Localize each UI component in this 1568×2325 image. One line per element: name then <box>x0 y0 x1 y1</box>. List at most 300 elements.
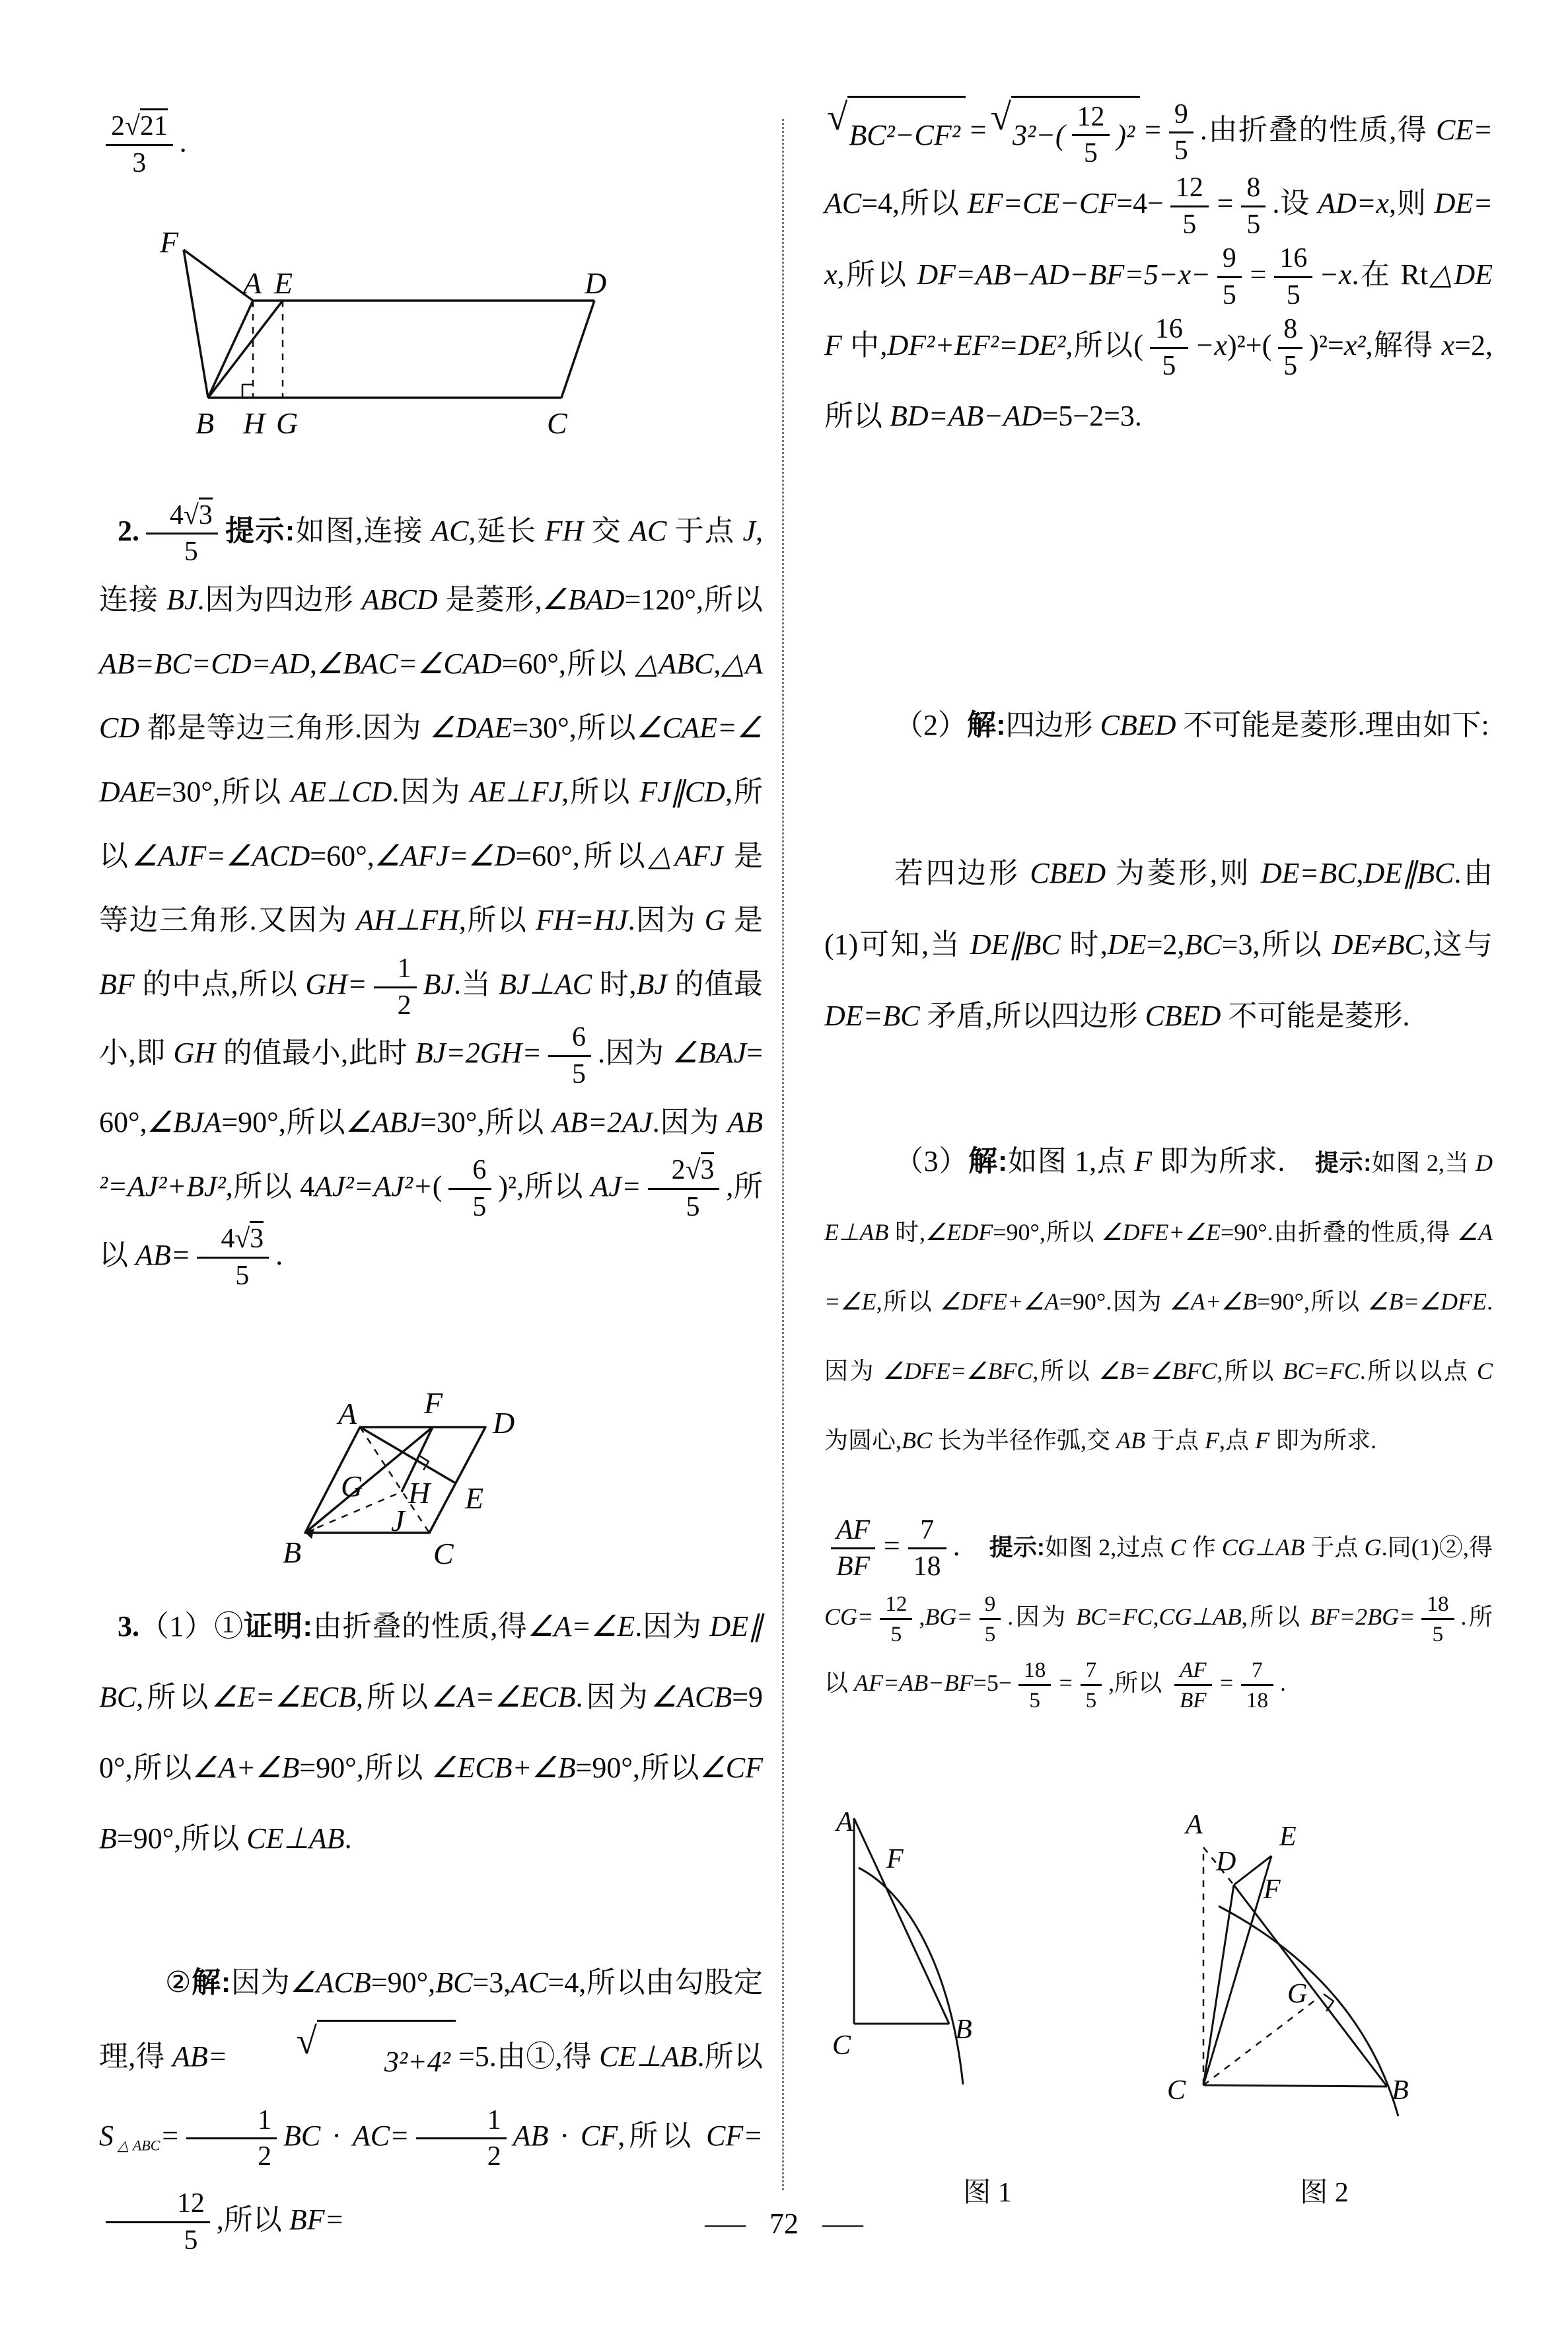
text-run: ② <box>165 1966 192 1999</box>
fraction <box>1018 1658 1051 1713</box>
math-run: AC <box>352 2120 390 2152</box>
text-run: （1）① <box>139 1610 244 1642</box>
fraction-numerator: 9 <box>1169 99 1194 134</box>
text-run: =90°,所以 <box>221 1105 346 1138</box>
point-label-F: F <box>160 225 179 259</box>
math-run: = <box>160 2120 180 2152</box>
text-run: 四边形 <box>1005 709 1100 741</box>
math-run: x <box>1441 328 1455 361</box>
fraction-denominator: BF <box>836 1551 871 1582</box>
fraction-denominator: BF <box>1180 1688 1207 1713</box>
math-run: GH= <box>305 968 367 1001</box>
fraction-numerator: 16 <box>1150 314 1188 349</box>
fraction-numerator: 9 <box>980 1592 1001 1620</box>
sqrt-expression <box>991 96 1141 169</box>
figure-problem2-rhombus <box>277 1378 674 1586</box>
math-run: AB <box>1116 1427 1146 1454</box>
fraction <box>1274 243 1312 311</box>
bold-label: 提示: <box>1314 1149 1372 1176</box>
fraction-denominator: 5 <box>1222 280 1236 311</box>
text-run: =5.由①,得 <box>458 2040 600 2073</box>
math-run: G <box>1364 1534 1382 1561</box>
fraction-numerator: 1 <box>186 2105 277 2140</box>
point-label-E: E <box>274 266 293 300</box>
math-run: ∠E=∠ECB <box>211 1681 356 1713</box>
fraction-denominator: 5 <box>1432 1622 1444 1647</box>
fraction <box>1421 1592 1454 1646</box>
math-run: DE=x <box>824 187 1493 291</box>
math-run: F <box>1134 1145 1153 1177</box>
text-run: ,所以 <box>1108 1670 1168 1697</box>
math-run: = <box>1215 187 1235 220</box>
text-run: . <box>179 126 187 159</box>
fraction <box>1081 1658 1102 1713</box>
text-run: 于点 <box>1145 1427 1205 1454</box>
text-run: .当 <box>453 968 499 1001</box>
text-run: ,解得 <box>1365 328 1442 361</box>
text-run: =90°, <box>371 1966 436 1999</box>
math-run: = <box>324 2203 345 2236</box>
math-run: x² <box>1343 328 1366 361</box>
radicand: 21 <box>140 108 168 141</box>
bold-label: 解: <box>192 1966 231 1999</box>
text-run: )²+( <box>1227 328 1272 361</box>
math-run: ∠A+∠B <box>1169 1288 1258 1315</box>
math-run: BC²−CF² <box>849 119 960 152</box>
radicand: 3 <box>701 1152 715 1185</box>
fraction-denominator: 2 <box>397 990 411 1021</box>
math-run: ∠ACB <box>290 1966 371 1999</box>
math-run: BC=FC <box>1076 1604 1153 1631</box>
text-run: .所以 <box>697 2040 764 2073</box>
math-run: ABCD <box>361 583 438 616</box>
bold-label: 解: <box>967 709 1006 741</box>
point-label-E: E <box>1279 1822 1297 1852</box>
math-run: BC=FC <box>1283 1358 1360 1384</box>
text-run: 中, <box>841 328 888 361</box>
text-run: ,所以 <box>136 1681 212 1713</box>
point-label-G: G <box>341 1469 363 1503</box>
text-run: 若四边形 <box>894 857 1030 889</box>
radicand-body <box>847 96 966 169</box>
text-run: 如图 1,点 <box>1007 1145 1135 1177</box>
math-run: △DEF <box>824 258 1493 361</box>
math-run: BJ <box>636 968 667 1001</box>
math-run: CG= <box>824 1604 874 1631</box>
fraction-numerator: 12 <box>1170 172 1209 207</box>
text-run: =3,所以 <box>1221 928 1332 961</box>
fraction <box>1241 172 1265 240</box>
math-run: CBED <box>1145 1000 1221 1032</box>
fraction-numerator: 4√3 <box>146 500 218 535</box>
figure-1-right-triangle <box>826 1807 1149 2137</box>
fraction-denominator: 5 <box>686 1192 700 1223</box>
math-run: EF=CE−CF <box>967 187 1117 220</box>
text-run: =60°,所以 <box>515 840 649 873</box>
text-run: =90°.由折叠的性质,得 <box>1220 1219 1457 1245</box>
math-run: ∠EDF <box>925 1219 993 1245</box>
math-run: F <box>1255 1427 1270 1454</box>
math-run: CE⊥AB <box>246 1822 345 1855</box>
problem3-part1-proof-paragraph <box>99 1591 763 1874</box>
math-run: AE⊥CD <box>291 776 392 809</box>
point-label-F: F <box>1264 1874 1281 1905</box>
fraction <box>1150 314 1188 382</box>
text-run: ,延长 <box>468 515 545 547</box>
math-run: CE=AC <box>824 114 1493 220</box>
bold-label: 提示: <box>224 515 295 547</box>
math-run: BJ <box>423 968 454 1001</box>
text-run: , <box>309 647 317 681</box>
point-label-H: H <box>408 1476 431 1510</box>
radical-sign: √ <box>296 2020 317 2062</box>
math-run: AH⊥FH <box>356 904 459 937</box>
point-label-E: E <box>465 1481 484 1515</box>
math-run: BJ⊥AC <box>499 968 592 1001</box>
math-run: ∠DFE=∠BFC <box>882 1358 1033 1384</box>
math-run: = <box>1143 114 1162 146</box>
text-run: 不可能是菱形. <box>1221 1000 1410 1032</box>
fraction-denominator: 5 <box>1162 351 1176 382</box>
fraction <box>448 1155 491 1223</box>
math-run: = <box>571 1610 591 1642</box>
text-run: 即为所求. <box>1269 1427 1377 1454</box>
math-run: △ACD <box>99 647 763 745</box>
text-run: . <box>275 1238 283 1271</box>
text-run: ,所以 <box>1241 1604 1310 1631</box>
radicand: 3 <box>250 1221 264 1254</box>
math-run: = <box>390 2120 410 2152</box>
fraction <box>1072 102 1110 170</box>
text-run: 的值最小,此时 <box>215 1037 415 1070</box>
math-run: ∠AFJ=∠D <box>374 840 516 873</box>
fraction <box>1170 172 1209 240</box>
fraction <box>374 953 417 1021</box>
math-run: BJ <box>166 583 197 616</box>
math-run: ∠DFE+∠E <box>1101 1219 1221 1245</box>
math-run: BC <box>902 1427 933 1454</box>
text-run: . <box>1280 1670 1286 1697</box>
fraction <box>146 500 218 568</box>
text-run: ,所以 <box>99 1169 764 1271</box>
figure2-bottom-point-labels <box>1166 1807 1483 2137</box>
text-run: ,所以 <box>876 1288 940 1315</box>
text-run: , <box>919 1604 925 1631</box>
fraction-denominator: 5 <box>572 1058 586 1089</box>
math-run: CG⊥AB <box>1158 1604 1242 1631</box>
text-run: 如图,连接 <box>295 515 432 547</box>
point-label-D: D <box>1216 1847 1236 1877</box>
point-label-F: F <box>424 1386 443 1420</box>
text-run: 的中点,所以 <box>134 968 306 1001</box>
text-run: 长为半径作弧,交 <box>932 1427 1117 1454</box>
text-run: .由折叠的性质,得 <box>1199 114 1437 146</box>
fraction-numerator: 6 <box>448 1155 491 1190</box>
math-run: ∠A+∠B <box>192 1752 300 1784</box>
fraction-denominator: 18 <box>913 1551 941 1582</box>
math-run: DF= <box>917 258 976 291</box>
math-run: G <box>704 904 726 937</box>
text-run: 都是等边三角形.因为 <box>139 712 430 745</box>
fraction-numerator: 12 <box>1072 102 1110 137</box>
radical-sign: √ <box>827 96 848 139</box>
fraction <box>880 1592 912 1646</box>
fraction-denominator: 5 <box>1286 280 1301 311</box>
text-run: , <box>1153 1604 1159 1631</box>
math-run: DE∥BC <box>99 1610 764 1713</box>
text-run: .由(1)可知,当 <box>824 857 1493 961</box>
text-run: · <box>320 2120 353 2152</box>
math-run: ∠E <box>590 1610 635 1642</box>
math-run: FJ∥CD <box>639 776 725 809</box>
fraction <box>548 1022 591 1090</box>
fraction <box>197 1224 269 1292</box>
fraction-denominator: 5 <box>1084 138 1098 169</box>
point-label-D: D <box>585 266 607 300</box>
math-run: =5−x− <box>1124 258 1211 291</box>
math-run: AC <box>511 1966 548 1999</box>
math-run: AB= <box>135 1238 191 1271</box>
math-run: + <box>413 1169 433 1202</box>
fraction <box>416 2105 507 2173</box>
math-run: −x <box>1319 258 1352 291</box>
point-label-B: B <box>1392 2075 1409 2106</box>
figure-problem2-parallelogram <box>152 218 614 456</box>
text-run: ,所以 <box>618 2120 707 2152</box>
text-run: 于点 <box>666 515 743 547</box>
text-run: 是等边三角形.又因为 <box>99 840 763 937</box>
radicand: 3 <box>199 498 213 531</box>
text-run: ,连接 <box>99 515 764 616</box>
text-run: ,这与 <box>1423 928 1493 961</box>
text-run: ,所以 <box>561 776 640 809</box>
math-run: AB <box>513 2120 549 2152</box>
text-run: （3） <box>894 1145 969 1177</box>
math-run: CG⊥AB <box>1221 1534 1305 1561</box>
text-run: =2, <box>1146 928 1185 961</box>
fraction-numerator: 7 <box>908 1515 946 1550</box>
point-label-C: C <box>1167 2075 1186 2106</box>
text-run: （2） <box>894 709 967 741</box>
point-label-A: A <box>338 1397 357 1430</box>
fraction-numerator: 1 <box>374 953 417 988</box>
math-run: ∠BAC=∠CAD <box>316 647 502 681</box>
text-run: ,所以 <box>99 776 763 873</box>
math-run: AB²=AJ²+BJ² <box>99 1105 763 1202</box>
text-run: 矛盾,所以四边形 <box>919 1000 1145 1032</box>
text-run: 为菱形,则 <box>1106 857 1261 889</box>
math-run: )² <box>1116 119 1135 152</box>
figure-2-fold-construction <box>1166 1807 1483 2137</box>
problem3-part2-reason-paragraph <box>824 838 1493 1052</box>
text-run: 时, <box>592 968 637 1001</box>
text-run: .因为 <box>824 1288 1493 1384</box>
math-run: AB−AD−BF <box>975 258 1125 291</box>
text-run: .因为 <box>392 776 470 809</box>
point-label-D: D <box>493 1406 515 1440</box>
point-label-B: B <box>955 2014 972 2045</box>
text-run: . <box>952 1530 989 1562</box>
text-run: .因为 <box>597 1037 672 1070</box>
fraction <box>1217 243 1242 311</box>
fraction <box>1241 1658 1273 1713</box>
text-run: =4,所以 <box>861 187 968 220</box>
text-run: , <box>713 647 721 681</box>
math-run: AF=AB−BF <box>854 1670 974 1697</box>
fraction-denominator: 5 <box>1246 209 1261 240</box>
math-run: DE <box>1107 928 1147 961</box>
math-run: AJ²=AJ² <box>314 1169 413 1202</box>
fraction-denominator: 2 <box>258 2141 271 2172</box>
text-run: ,则 <box>1388 187 1435 220</box>
radicand-body <box>1011 96 1140 169</box>
point-label-B: B <box>283 1535 302 1569</box>
text-run: =60°,所以 <box>501 647 635 681</box>
math-run: DE∥BC <box>970 928 1061 961</box>
math-run: BF <box>99 968 135 1001</box>
math-run: GH <box>173 1037 216 1070</box>
text-run: =5−2=3. <box>1042 400 1142 433</box>
fraction-numerator: 7 <box>1241 1658 1273 1686</box>
text-run: ,所以 <box>458 904 536 937</box>
text-run: =90°.因为 <box>1059 1288 1170 1315</box>
math-run: CE⊥AB <box>599 2040 697 2073</box>
text-run: .所以以点 <box>1359 1358 1477 1384</box>
text-run: .因为 <box>1007 1604 1077 1631</box>
fraction-denominator: 5 <box>1085 1688 1097 1713</box>
math-run: S <box>99 2120 114 2152</box>
text-run: ( <box>432 1169 443 1202</box>
math-run: DE=BC <box>824 1000 920 1032</box>
bold-label: 证明: <box>243 1610 313 1642</box>
text-run: ,所以 <box>216 2203 289 2236</box>
point-label-A: A <box>1186 1810 1203 1840</box>
math-run: ∠B=∠DFE <box>1367 1288 1487 1315</box>
math-run: BC <box>283 2120 321 2152</box>
fraction <box>648 1155 720 1223</box>
text-run: .所以 <box>824 1604 1493 1697</box>
text-run: =90°,所以 <box>116 1822 247 1855</box>
text-run: ,所以 <box>1217 1358 1283 1384</box>
fraction-numerator: 9 <box>1217 243 1242 278</box>
math-run: CF= <box>706 2120 763 2152</box>
math-run: AE⊥FJ <box>470 776 562 809</box>
text-run: 作 <box>1186 1534 1222 1561</box>
text-run: =4− <box>1116 187 1164 220</box>
math-run: AB=BC=CD=AD <box>99 647 310 681</box>
math-run: AD=x <box>1318 187 1389 220</box>
math-run: ∠ECB+∠B <box>431 1752 576 1784</box>
math-run: ∠BJA <box>147 1105 222 1138</box>
problem3-continued-paragraph <box>824 96 1493 450</box>
text-run: 不可能是菱形.理由如下: <box>1176 709 1489 741</box>
text-run: =90°,所以 <box>1257 1288 1368 1315</box>
point-label-H: H <box>243 406 266 440</box>
math-run: ∠ABJ <box>345 1105 421 1138</box>
text-run: 于点 <box>1304 1534 1365 1561</box>
text-run: ,点 <box>1219 1427 1256 1454</box>
math-run: = <box>1218 1670 1234 1697</box>
point-label-G: G <box>276 406 299 440</box>
figure1-point-labels <box>152 218 614 456</box>
point-label-C: C <box>547 406 567 440</box>
text-run: 是 <box>725 904 764 937</box>
radicand-body <box>317 2020 456 2099</box>
text-run: .因为 <box>627 904 705 937</box>
text-run: .在 Rt <box>1351 258 1429 291</box>
math-run: 3²+4² <box>384 2046 450 2078</box>
problem3-part3-solution-paragraph <box>824 1126 1493 1473</box>
fraction-denominator: 2 <box>487 2141 501 2172</box>
figure-2-caption: 图 2 <box>1300 2178 1349 2208</box>
fraction-numerator: 2√21 <box>106 111 173 146</box>
fraction-denominator: 5 <box>184 2225 198 2256</box>
math-run: ∠CFB <box>99 1752 763 1855</box>
fraction-numerator: 8 <box>1278 314 1302 349</box>
text-run: 交 <box>583 515 630 547</box>
problem-number: 2. <box>118 515 139 547</box>
fraction <box>980 1592 1001 1646</box>
fraction-numerator: AF <box>1174 1658 1211 1686</box>
footer-left-dash: — <box>705 2207 746 2240</box>
subscript: △ABC <box>114 2137 160 2154</box>
math-run: CBED <box>1100 709 1176 741</box>
point-label-J: J <box>391 1504 405 1537</box>
page-footer <box>0 2207 1568 2240</box>
fraction-denominator: 5 <box>1174 135 1188 166</box>
text-run: 时, <box>1060 928 1108 961</box>
math-run: AJ= <box>590 1169 641 1202</box>
text-run: 因为 <box>231 1966 291 1999</box>
bold-label: 提示: <box>989 1533 1045 1561</box>
math-run: BC <box>1184 928 1222 961</box>
page-number: 72 <box>769 2207 799 2240</box>
point-label-B: B <box>196 406 215 440</box>
math-run: = <box>1248 258 1268 291</box>
column-divider-dotted-line <box>782 119 784 2190</box>
fraction <box>106 111 173 179</box>
text-run: =30°,所以 <box>512 712 637 745</box>
fraction-numerator: 18 <box>1018 1658 1051 1686</box>
sqrt-expression <box>230 2020 455 2099</box>
math-run: = <box>1057 1670 1074 1697</box>
fraction-numerator: 7 <box>1081 1658 1102 1686</box>
fraction <box>1278 314 1302 382</box>
math-run: △AFJ <box>649 840 723 873</box>
text-run: =90°,所以 <box>299 1752 431 1784</box>
problem2-solution-paragraph <box>99 499 763 1292</box>
fraction <box>186 2105 277 2173</box>
math-run: DF²+EF²=DE² <box>887 328 1066 361</box>
fraction-numerator: 16 <box>1274 243 1312 278</box>
sqrt-expression <box>827 96 966 169</box>
math-run: AB=2AJ <box>552 1105 653 1138</box>
text-run: )²= <box>1309 328 1344 361</box>
hint-text <box>824 1150 1493 1454</box>
answer1-fraction-paragraph <box>99 111 297 179</box>
math-run: ∠BAJ <box>672 1037 747 1070</box>
text-run: =30°,所以 <box>155 776 291 809</box>
text-run: 为圆心, <box>824 1427 902 1454</box>
text-run: 如图 2,过点 <box>1044 1534 1170 1561</box>
text-run: )²,所以 <box>498 1169 591 1202</box>
text-run: .因为 <box>652 1105 728 1138</box>
text-run: =5− <box>973 1670 1013 1697</box>
text-run: .因为 <box>575 1681 651 1713</box>
fraction-denominator: 5 <box>984 1622 996 1647</box>
text-run: =120°,所以 <box>624 583 764 616</box>
fraction <box>908 1515 946 1583</box>
